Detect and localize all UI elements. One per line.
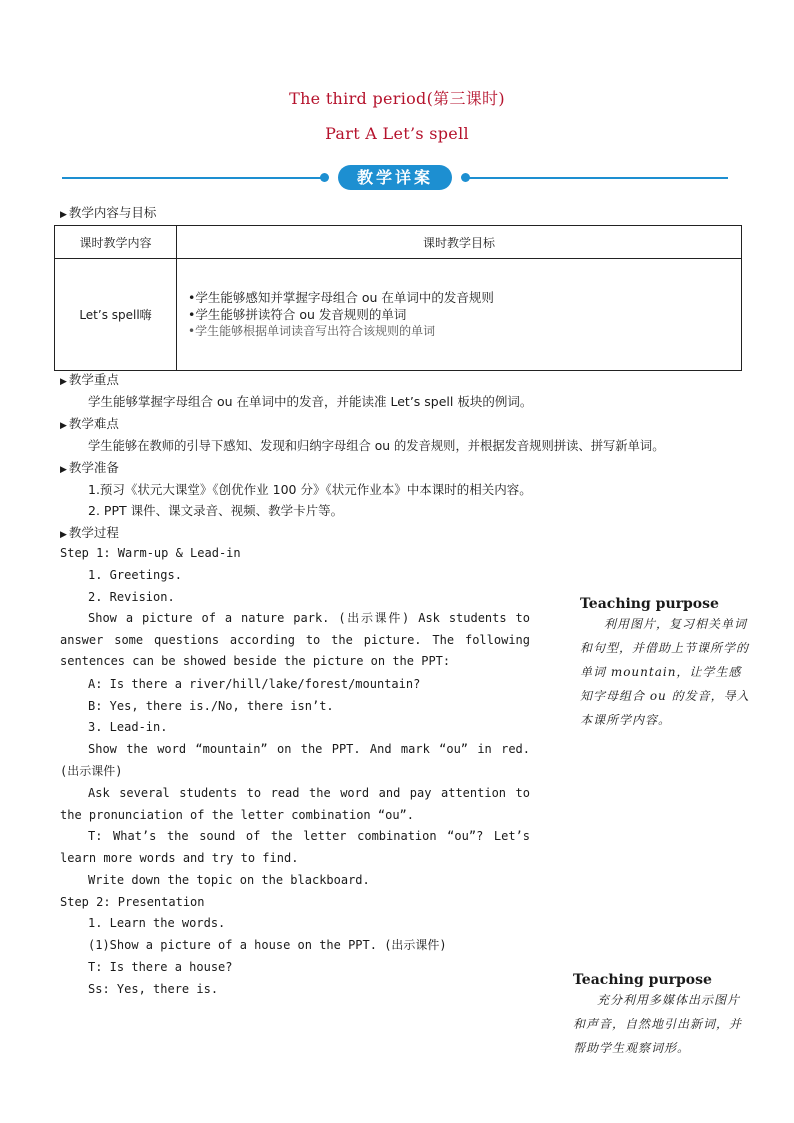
difficulties-text: 学生能够在教师的引导下感知、发现和归纳字母组合 ou 的发音规则，并根据发音规则拼读、拼写新单词。 xyxy=(88,439,665,453)
teaching-purpose-note xyxy=(573,972,747,1060)
teacher-house-question: T: Is there a house? xyxy=(88,960,233,974)
list-item: •学生能够感知并掌握字母组合 ou 在单词中的发音规则 xyxy=(188,290,494,305)
section-heading-content-goals: ▶ 教学内容与目标 xyxy=(60,205,157,220)
preparation-item: 1.预习《状元大课堂》《创优作业 100 分》《状元作业本》中本课时的相关内容。 xyxy=(88,482,532,497)
key-points-text: 学生能够掌握字母组合 ou 在单词中的发音，并能读准 Let’s spell 板块的例词。 xyxy=(88,394,533,409)
banner-dot-left xyxy=(320,173,329,182)
section-heading-difficulties: ▶ 教学难点 xyxy=(60,416,119,431)
preparation-item: 2. PPT 课件、课文录音、视频、教学卡片等。 xyxy=(88,503,344,518)
triangle-icon: ▶ xyxy=(60,421,67,431)
page-title: The third period(第三课时) xyxy=(289,89,505,108)
triangle-icon: ▶ xyxy=(60,377,67,387)
section-heading-key-points: ▶ 教学重点 xyxy=(60,372,119,387)
triangle-icon: ▶ xyxy=(60,210,67,220)
learn-words-line: 1. Learn the words. xyxy=(88,916,226,930)
show-house-line: (1)Show a picture of a house on the PPT. (出示课件) xyxy=(88,938,447,952)
lead-in-line: 3. Lead-in. xyxy=(88,720,168,734)
banner-label: 教学详案 xyxy=(338,165,452,190)
section-heading-process: ▶ 教学过程 xyxy=(60,525,119,540)
banner-line-left xyxy=(62,177,324,179)
teacher-question-paragraph: T: What’s the sound of the letter combination “ou”? Let’s learn more words and try to find. xyxy=(60,829,530,865)
note-body: 利用图片，复习相关单词和句型，并借助上节课所学的单词 mountain，让学生感知字母组合 ou 的发音，导入本课所学内容。 xyxy=(580,617,750,727)
section-banner xyxy=(62,165,728,191)
revision-line: 2. Revision. xyxy=(88,590,175,604)
table-header-goals: 课时教学目标 xyxy=(177,226,742,259)
table-header-content: 课时教学内容 xyxy=(55,226,177,259)
dialog-answer: B: Yes, there is./No, there isn’t. xyxy=(88,699,334,713)
table-cell-content: Let’s spell嗨 xyxy=(55,259,177,371)
step-1-heading: Step 1: Warm-up & Lead-in xyxy=(60,546,241,560)
note-title: Teaching purpose xyxy=(573,972,712,988)
note-body: 充分利用多媒体出示图片和声音，自然地引出新词，并帮助学生观察词形。 xyxy=(573,993,743,1055)
note-title: Teaching purpose xyxy=(580,596,719,612)
greetings-line: 1. Greetings. xyxy=(88,568,182,582)
section-heading-preparation: ▶ 教学准备 xyxy=(60,460,119,475)
dialog-question: A: Is there a river/hill/lake/forest/mountain? xyxy=(88,677,421,691)
ask-students-paragraph: Ask several students to read the word and pay attention to the pronunciation of the letter combination “ou”. xyxy=(60,786,530,822)
show-word-paragraph: Show the word “mountain” on the PPT. And mark “ou” in red. (出示课件) xyxy=(60,742,530,778)
list-item: •学生能够拼读符合 ou 发音规则的单词 xyxy=(188,307,407,322)
banner-line-right xyxy=(466,177,728,179)
table-cell-goals xyxy=(177,259,742,371)
triangle-icon: ▶ xyxy=(60,465,67,475)
page-subtitle: Part A Let’s spell xyxy=(325,124,469,143)
table-row xyxy=(55,259,742,371)
show-picture-paragraph: Show a picture of a nature park. (出示课件) Ask students to answer some questions according to the picture. The following sentences can be showed beside the picture on the PPT: xyxy=(60,611,530,669)
students-answer: Ss: Yes, there is. xyxy=(88,982,219,996)
goals-list xyxy=(178,289,740,340)
triangle-icon: ▶ xyxy=(60,530,67,540)
step-2-heading: Step 2: Presentation xyxy=(60,895,205,909)
list-item: •学生能够根据单词读音写出符合该规则的单词 xyxy=(188,324,436,338)
goals-table xyxy=(54,225,742,371)
table-header-row xyxy=(55,226,742,259)
teaching-purpose-note xyxy=(580,596,750,732)
write-topic-line: Write down the topic on the blackboard. xyxy=(88,873,370,887)
